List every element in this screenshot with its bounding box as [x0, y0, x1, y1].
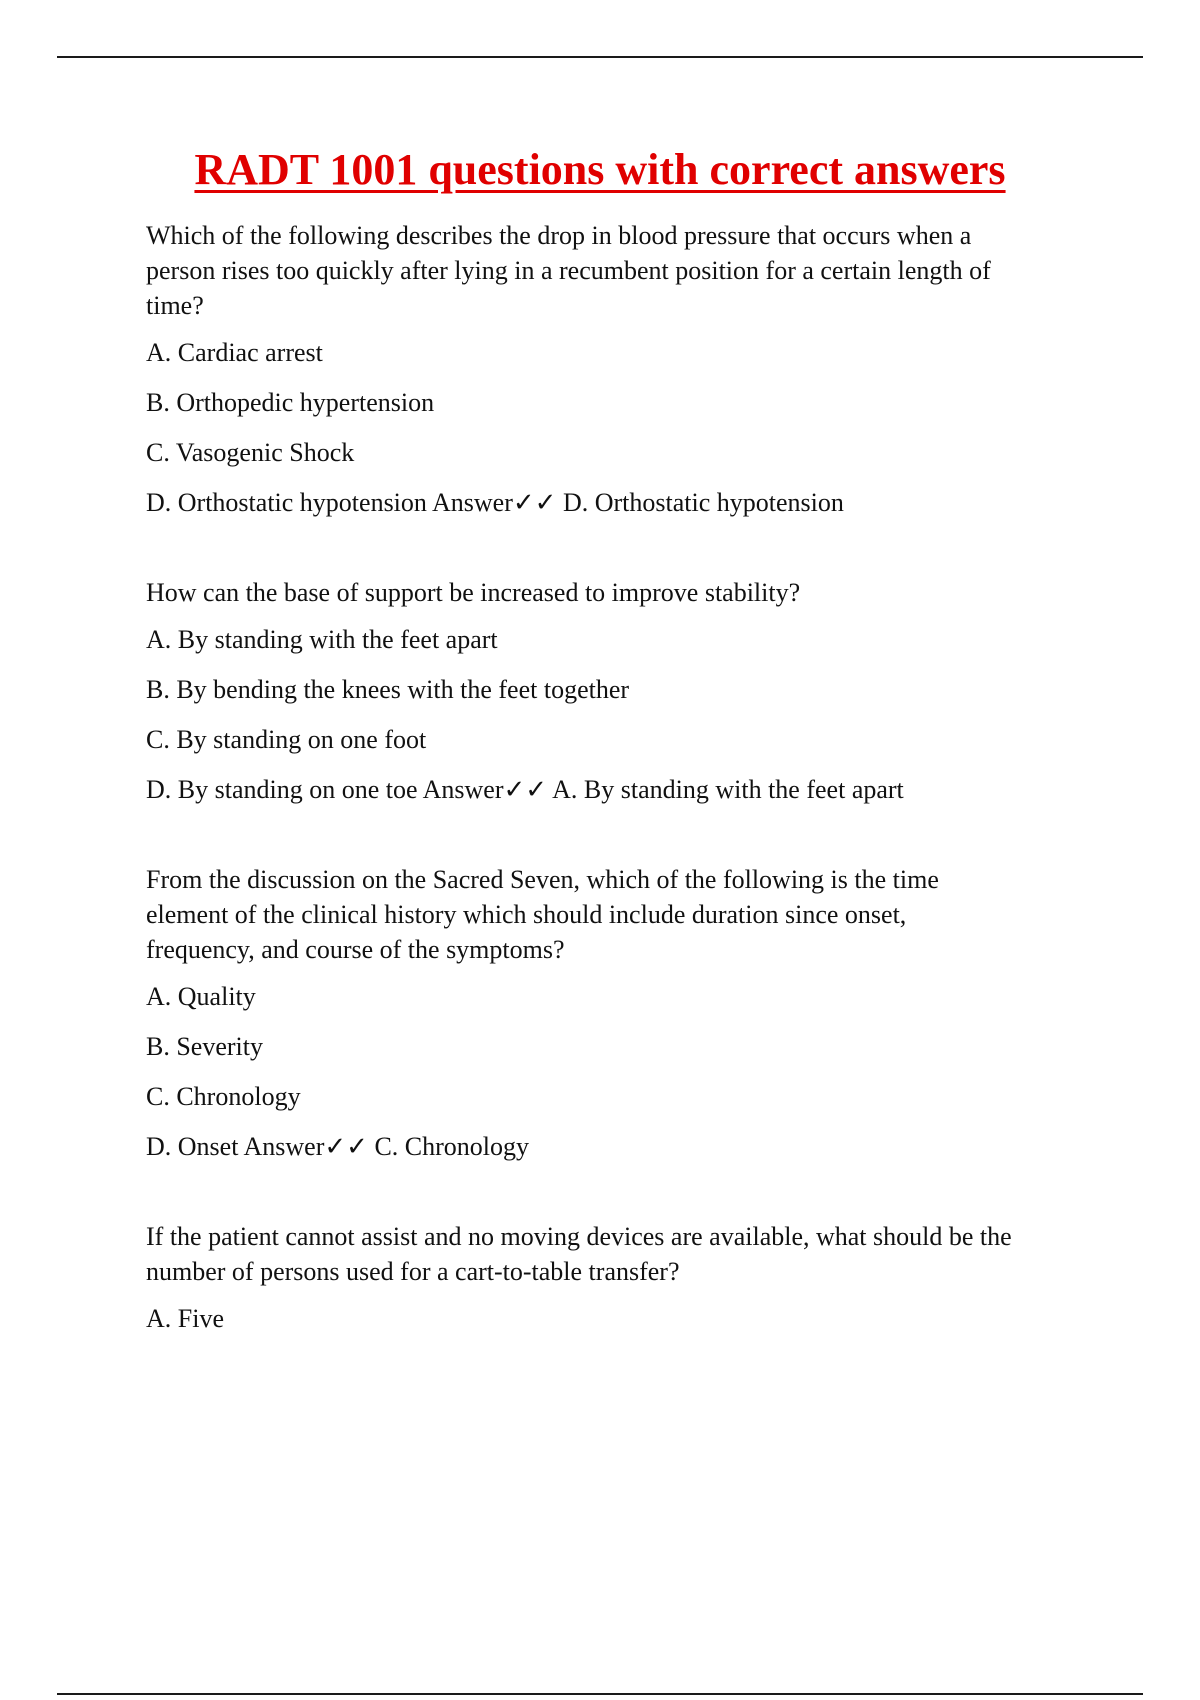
footer-rule	[57, 1693, 1143, 1695]
option-d-with-answer	[146, 772, 1096, 807]
option-c: C. Vasogenic Shock	[146, 438, 355, 467]
header-rule	[57, 56, 1143, 58]
option-d: D. By standing on one toe	[146, 775, 418, 804]
document-title: RADT 1001 questions with correct answers	[194, 145, 1006, 194]
question-stem: Which of the following describes the drop in blood pressure that occurs when a person rises too quickly after lying in a recumbent position for a certain length of time?	[146, 221, 991, 320]
correct-answer: D. Orthostatic hypotension	[562, 488, 844, 517]
option-b: B. By bending the knees with the feet together	[146, 675, 630, 704]
answer-marker: Answer✓✓	[243, 1132, 368, 1161]
option-c: C. Chronology	[146, 1082, 301, 1111]
option-b: B. Severity	[146, 1032, 263, 1061]
option-d: D. Orthostatic hypotension	[146, 488, 427, 517]
option-d: D. Onset	[146, 1132, 239, 1161]
question-list	[146, 218, 1096, 1391]
question-3	[146, 862, 1006, 1164]
answer-marker: Answer✓✓	[432, 488, 557, 517]
question-2	[146, 575, 1096, 807]
option-a: A. Quality	[146, 982, 256, 1011]
option-b: B. Orthopedic hypertension	[146, 388, 435, 417]
answer-marker: Answer✓✓	[422, 775, 548, 804]
option-a: A. By standing with the feet apart	[146, 625, 498, 654]
question-1	[146, 218, 1001, 520]
correct-answer: C. Chronology	[374, 1132, 530, 1161]
option-d-with-answer	[146, 1129, 1006, 1164]
question-4	[146, 1219, 1096, 1336]
option-c: C. By standing on one foot	[146, 725, 427, 754]
question-stem: If the patient cannot assist and no moving devices are available, what should be the number of persons used for a cart-to-table transfer?	[146, 1222, 1012, 1286]
option-a: A. Five	[146, 1304, 224, 1333]
option-d-with-answer	[146, 485, 1001, 520]
option-a: A. Cardiac arrest	[146, 338, 323, 367]
question-stem: From the discussion on the Sacred Seven, which of the following is the time element of the clinical history which should include duration since onset, frequency, and course of the symptoms?	[146, 865, 939, 964]
question-stem: How can the base of support be increased to improve stability?	[146, 578, 801, 607]
correct-answer: A. By standing with the feet apart	[552, 775, 904, 804]
